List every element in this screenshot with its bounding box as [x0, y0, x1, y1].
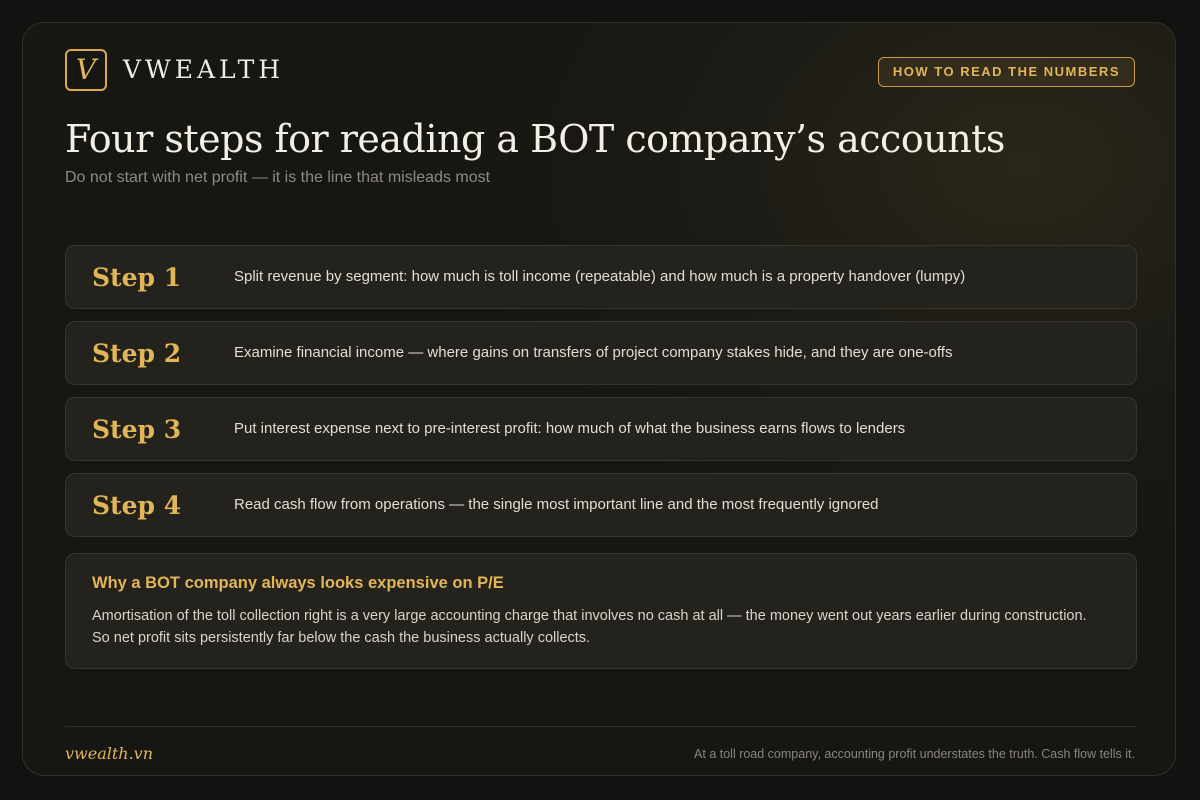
infographic-card: [22, 22, 1176, 776]
logo-icon: V: [65, 49, 107, 91]
step-label: Step 1: [92, 263, 182, 292]
footer-website: vwealth.vn: [65, 744, 154, 763]
insight-note: [65, 553, 1137, 669]
note-title: Why a BOT company always looks expensive on P/E: [92, 574, 504, 592]
step-text: Split revenue by segment: how much is toll income (repeatable) and how much is a property handover (lumpy): [234, 268, 966, 285]
page-title: Four steps for reading a BOT company’s accounts: [65, 117, 1005, 161]
step-label: Step 3: [92, 415, 182, 444]
footer-divider: [65, 726, 1137, 727]
step-text: Examine financial income — where gains on transfers of project company stakes hide, and they are one-offs: [234, 344, 953, 361]
footer-tagline: At a toll road company, accounting profit understates the truth. Cash flow tells it.: [694, 747, 1135, 761]
step-label: Step 2: [92, 339, 182, 368]
step-card-1: [65, 245, 1137, 309]
step-text: Read cash flow from operations — the single most important line and the most frequently ignored: [234, 496, 879, 513]
category-badge: HOW TO READ THE NUMBERS: [878, 57, 1135, 87]
step-card-3: [65, 397, 1137, 461]
brand-name: VWEALTH: [123, 55, 285, 84]
page-subtitle: Do not start with net profit — it is the line that misleads most: [65, 169, 491, 186]
step-label: Step 4: [92, 491, 182, 520]
step-card-4: [65, 473, 1137, 537]
step-card-2: [65, 321, 1137, 385]
step-text: Put interest expense next to pre-interest profit: how much of what the business earns flows to lenders: [234, 420, 906, 437]
note-body: Amortisation of the toll collection right is a very large accounting charge that involves no cash at all — the money went out years earlier during construction. So net profit sits persistently far below the cash the business actually collects.: [92, 608, 1087, 646]
